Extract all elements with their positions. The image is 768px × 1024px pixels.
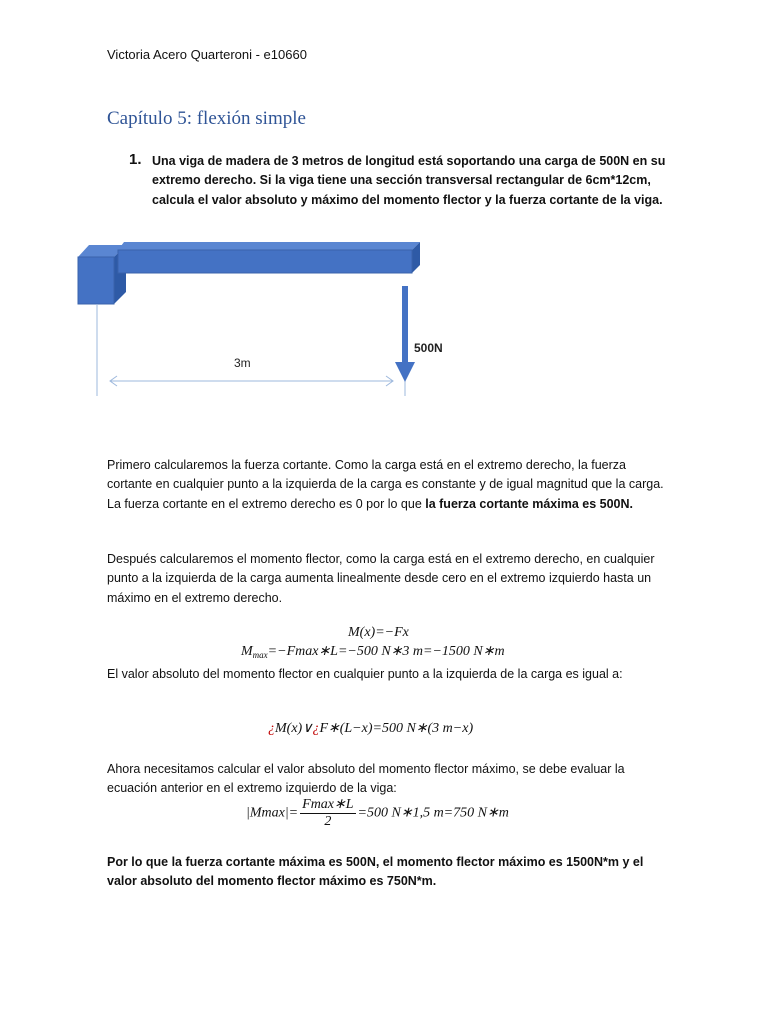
equation-absolute-part1: M(x)∨ (275, 721, 313, 736)
question-text: Una viga de madera de 3 metros de longitud está soportando una carga de 500N en su extremo derecho. Si la viga tiene una sección transversal rectangular de 6cm*12cm, calcula el valor absoluto y máximo del momento flector y la fuerza cortante de la viga. (152, 154, 666, 207)
chapter-title: Capítulo 5: flexión simple (107, 108, 306, 129)
equation-abs-max (246, 797, 509, 830)
dimension-line (110, 376, 393, 386)
equation-max-moment-rhs: =−Fmax∗L=−500 N∗3 m=−1500 N∗m (267, 644, 505, 659)
paragraph-evaluate: Ahora necesitamos calcular el valor absoluto del momento flector máximo, se debe evaluar la ecuación anterior en el extremo izquierdo de la viga: (107, 762, 625, 796)
equation-max-moment (241, 643, 505, 660)
equation-absolute-q2: ¿ (312, 721, 320, 736)
paragraph-moment: Después calcularemos el momento flector, como la carga está en el extremo derecho, en cualquier punto a la izquierda de la carga aumenta linealmente desde cero en el extremo izquierdo hasta un máximo en el extremo derecho. (107, 552, 655, 605)
equation-max-moment-sub: max (252, 650, 268, 660)
load-arrow (395, 286, 415, 382)
fraction-denominator: 2 (324, 814, 332, 829)
author-header: Victoria Acero Quarteroni - e10660 (107, 47, 307, 62)
paragraph-shear-bold: la fuerza cortante máxima es 500N. (425, 496, 633, 511)
load-label: 500N (414, 341, 443, 355)
fraction-numerator: Fmax∗L (302, 797, 354, 812)
cantilever-beam-diagram (0, 230, 768, 405)
paragraph-shear-text: Primero calcularemos la fuerza cortante. Como la carga está en el extremo derecho, la fuerza cortante en cualquier punto a la izquierda de la carga es constante y de igual magnitud que la carga. La fuerza cortante en el extremo derecho es 0 por lo que (107, 458, 664, 511)
question-number: 1. (129, 151, 142, 168)
equation-absolute-q1: ¿ (268, 721, 275, 736)
paragraph-shear (107, 456, 667, 514)
equation-absolute-part2: F∗(L−x)=500 N∗(3 m−x) (319, 721, 474, 736)
beam (118, 242, 420, 273)
equation-abs-max-lhs: |Mmax|= (246, 805, 299, 821)
equation-max-moment-lhs: M (241, 644, 253, 659)
equation-moment: M(x)=−Fx (348, 625, 409, 640)
equation-abs-max-fraction (300, 797, 355, 830)
equation-absolute (268, 720, 473, 737)
length-label: 3m (234, 356, 251, 370)
paragraph-conclusion: Por lo que la fuerza cortante máxima es 500N, el momento flector máximo es 1500N*m y el valor absoluto del momento flector máximo es 750N*m. (107, 855, 644, 889)
paragraph-absolute: El valor absoluto del momento flector en cualquier punto a la izquierda de la carga es igual a: (107, 667, 623, 681)
equation-abs-max-rhs: =500 N∗1,5 m=750 N∗m (357, 805, 509, 821)
